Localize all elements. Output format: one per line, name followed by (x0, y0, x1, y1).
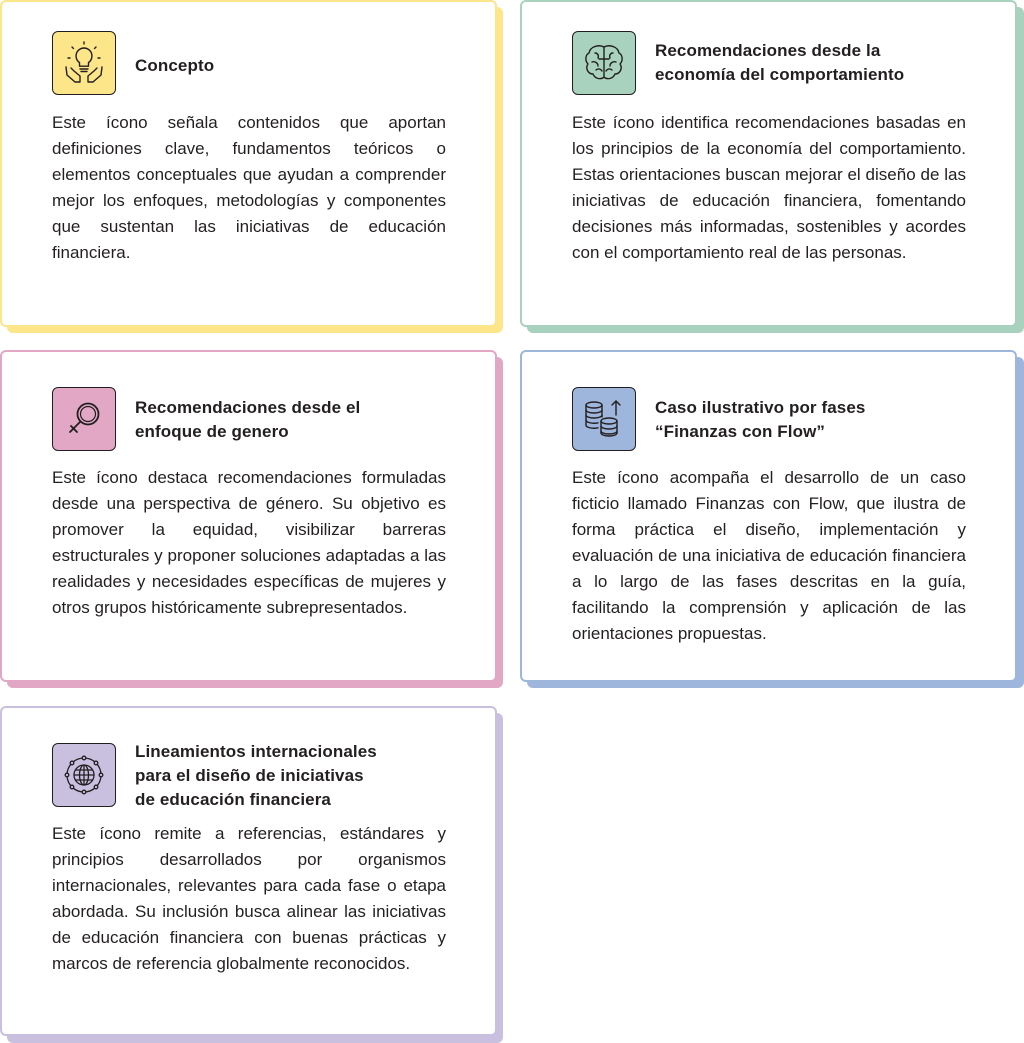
globe-network-icon (60, 751, 108, 799)
icon-box (572, 31, 636, 95)
female-symbol-icon (60, 395, 108, 443)
card-comportamiento (520, 0, 1024, 334)
card-lineamientos-internacionales (0, 706, 505, 1043)
card-description: Este ícono remite a referencias, estándares y principios desarrollados por organismos internacionales, relevantes para cada fase o etapa abordada. Su inclusión busca alinear las iniciativas de educación financiera con buenas prácticas y marcos de referencia globalmente reconocidos. (52, 824, 446, 973)
card-description: Este ícono destaca recomendaciones formuladas desde una perspectiva de género. Su objetivo es promover la equidad, visibilizar barreras estructurales y proponer soluciones adaptadas a las realidades y necesidades específicas de mujeres y otros grupos históricamente subrepresentados. (52, 468, 446, 617)
brain-icon (580, 39, 628, 87)
card-panel (520, 350, 1017, 682)
card-description: Este ícono acompaña el desarrollo de un caso ficticio llamado Finanzas con Flow, que ilustra de forma práctica el diseño, implementación y evaluación de una iniciativa de educación financiera a lo largo de las fases descritas en la guía, facilitando la comprensión y aplicación de las orientaciones propuestas. (572, 468, 966, 643)
card-concepto (0, 0, 505, 334)
card-panel (0, 350, 497, 682)
card-genero (0, 350, 505, 690)
icon-box (52, 743, 116, 807)
card-description: Este ícono identifica recomendaciones basadas en los principios de la economía del comportamiento. Estas orientaciones buscan mejorar el diseño de las iniciativas de educación financiera, fomentando decisiones más informadas, sostenibles y acordes con el comportamiento real de las personas. (572, 113, 966, 262)
card-panel (0, 706, 497, 1036)
card-title: Recomendaciones desde la economía del comportamiento (655, 41, 905, 84)
icon-box (572, 387, 636, 451)
coins-arrow-icon (580, 395, 628, 443)
card-caso-ilustrativo (520, 350, 1024, 690)
lightbulb-hands-icon (60, 39, 108, 87)
icon-box (52, 31, 116, 95)
card-title: Lineamientos internacionales para el diseño de iniciativas de educación financiera (135, 742, 377, 809)
card-title: Caso ilustrativo por fases “Finanzas con Flow” (655, 398, 866, 441)
card-panel (520, 0, 1017, 327)
card-title: Concepto (135, 56, 215, 75)
card-title: Recomendaciones desde el enfoque de genero (135, 398, 361, 441)
card-description: Este ícono señala contenidos que aportan definiciones clave, fundamentos teóricos o elementos conceptuales que ayudan a comprender mejor los enfoques, metodologías y componentes que sustentan las iniciativas de educación financiera. (52, 113, 446, 262)
card-panel (0, 0, 497, 327)
icon-box (52, 387, 116, 451)
